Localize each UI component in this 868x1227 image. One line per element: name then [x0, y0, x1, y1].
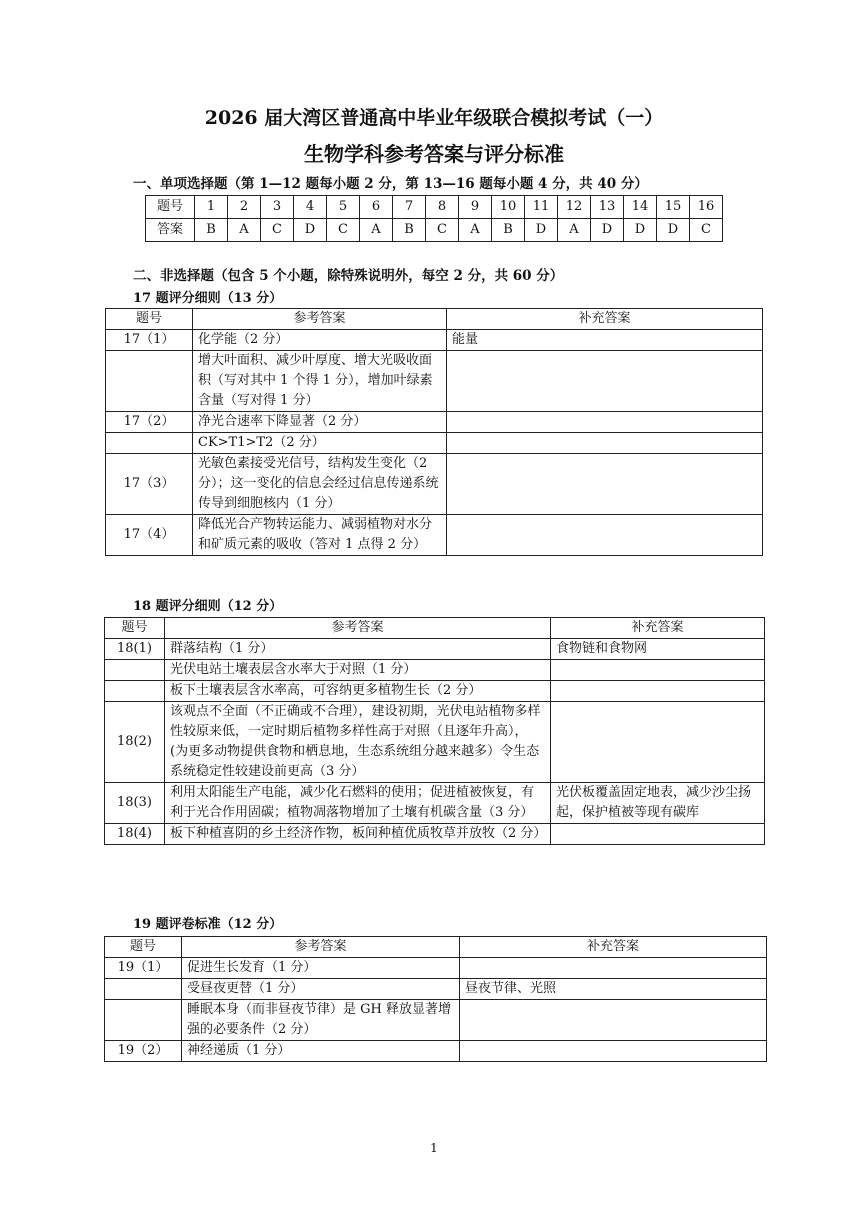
mcq-answer: B [195, 219, 228, 242]
question-number [105, 1000, 182, 1041]
mcq-answer: A [558, 219, 591, 242]
reference-answer: 该观点不全面（不正确或不合理），建设初期，光伏电站植物多样性较原来低，一定时期后植物多样性高于对照（且逐年升高），(为更多动物提供食物和栖息地，生态系统组分越来越多）令生态系统稳定性较建设前更高（3 分） [165, 702, 551, 783]
mcq-number: 10 [492, 196, 525, 219]
table-row [105, 958, 767, 979]
table-row [106, 454, 763, 515]
column-header-extra: 补充答案 [460, 937, 767, 958]
reference-answer: CK>T1>T2（2 分） [193, 433, 447, 454]
mcq-answer: A [360, 219, 393, 242]
table-row [106, 351, 763, 412]
table-header-row [105, 937, 767, 958]
table-header-row [106, 309, 763, 330]
reference-answer: 光伏电站土壤表层含水率大于对照（1 分） [165, 660, 551, 681]
supplementary-answer [447, 454, 763, 515]
column-header-number: 题号 [105, 937, 182, 958]
column-header-number: 题号 [106, 309, 193, 330]
supplementary-answer: 昼夜节律、光照 [460, 979, 767, 1000]
reference-answer: 板下种植喜阴的乡土经济作物，板间种植优质牧草并放牧（2 分） [165, 824, 551, 845]
mcq-number: 4 [294, 196, 327, 219]
mcq-number: 1 [195, 196, 228, 219]
supplementary-answer [551, 702, 765, 783]
mcq-answer: A [459, 219, 492, 242]
table-row [105, 681, 765, 702]
reference-answer: 促进生长发育（1 分） [182, 958, 460, 979]
reference-answer: 化学能（2 分） [193, 330, 447, 351]
q17-table [105, 308, 763, 556]
question-number [105, 660, 165, 681]
mcq-number: 9 [459, 196, 492, 219]
column-header-number: 题号 [105, 618, 165, 639]
mcq-answer: D [657, 219, 690, 242]
supplementary-answer [447, 515, 763, 556]
mcq-answer: A [228, 219, 261, 242]
mcq-row-label: 答案 [146, 219, 195, 242]
question-number: 19（1） [105, 958, 182, 979]
question-number: 17（3） [106, 454, 193, 515]
reference-answer: 利用太阳能生产电能，减少化石燃料的使用；促进植被恢复，有利于光合作用固碳；植物凋落物增加了土壤有机碳含量（3 分） [165, 783, 551, 824]
mcq-answer: D [525, 219, 558, 242]
mcq-number: 7 [393, 196, 426, 219]
mcq-answer: B [393, 219, 426, 242]
question-number: 18(1) [105, 639, 165, 660]
reference-answer: 光敏色素接受光信号，结构发生变化（2 分）；这一变化的信息会经过信息传递系统传导到细胞核内（1 分） [193, 454, 447, 515]
document-subtitle: 生物学科参考答案与评分标准 [304, 142, 564, 166]
mcq-answer: D [294, 219, 327, 242]
table-row [106, 412, 763, 433]
mcq-answer: C [261, 219, 294, 242]
mcq-number-row [146, 196, 723, 219]
mcq-number: 12 [558, 196, 591, 219]
supplementary-answer: 食物链和食物网 [551, 639, 765, 660]
supplementary-answer [551, 660, 765, 681]
table-row [105, 660, 765, 681]
mcq-number: 3 [261, 196, 294, 219]
question-number: 17（2） [106, 412, 193, 433]
supplementary-answer [460, 958, 767, 979]
reference-answer: 净光合速率下降显著（2 分） [193, 412, 447, 433]
mcq-number: 6 [360, 196, 393, 219]
reference-answer: 降低光合产物转运能力、减弱植物对水分和矿质元素的吸收（答对 1 点得 2 分） [193, 515, 447, 556]
supplementary-answer [460, 1041, 767, 1062]
supplementary-answer: 光伏板覆盖固定地表，减少沙尘扬起，保护植被等现有碳库 [551, 783, 765, 824]
table-row [106, 330, 763, 351]
mcq-number: 2 [228, 196, 261, 219]
supplementary-answer [460, 1000, 767, 1041]
q19-heading: 19 题评卷标准（12 分） [133, 917, 283, 932]
mcq-answer: B [492, 219, 525, 242]
table-row [106, 433, 763, 454]
table-row [105, 1000, 767, 1041]
supplementary-answer [551, 681, 765, 702]
mcq-number: 8 [426, 196, 459, 219]
mcq-answer-table [145, 195, 723, 242]
q17-heading: 17 题评分细则（13 分） [133, 291, 283, 306]
table-row [105, 783, 765, 824]
mcq-number: 14 [624, 196, 657, 219]
mcq-answer-row [146, 219, 723, 242]
section1-heading: 一、单项选择题（第 1—12 题每小题 2 分，第 13—16 题每小题 4 分，共 40 分） [133, 176, 648, 192]
mcq-number: 16 [690, 196, 723, 219]
mcq-number: 13 [591, 196, 624, 219]
supplementary-answer [447, 412, 763, 433]
q18-table [104, 617, 765, 845]
question-number: 17（1） [106, 330, 193, 351]
mcq-answer: D [591, 219, 624, 242]
mcq-answer: C [426, 219, 459, 242]
question-number: 17（4） [106, 515, 193, 556]
question-number: 18(4) [105, 824, 165, 845]
mcq-answer: C [690, 219, 723, 242]
section2-heading: 二、非选择题（包含 5 个小题，除特殊说明外，每空 2 分，共 60 分） [133, 268, 564, 284]
question-number [106, 433, 193, 454]
mcq-number: 15 [657, 196, 690, 219]
supplementary-answer [551, 824, 765, 845]
q18-heading: 18 题评分细则（12 分） [133, 599, 283, 614]
table-row [105, 639, 765, 660]
reference-answer: 板下土壤表层含水率高，可容纳更多植物生长（2 分） [165, 681, 551, 702]
column-header-answer: 参考答案 [165, 618, 551, 639]
question-number [106, 351, 193, 412]
reference-answer: 睡眠本身（而非昼夜节律）是 GH 释放显著增强的必要条件（2 分） [182, 1000, 460, 1041]
mcq-row-label: 题号 [146, 196, 195, 219]
table-row [105, 979, 767, 1000]
column-header-answer: 参考答案 [193, 309, 447, 330]
supplementary-answer: 能量 [447, 330, 763, 351]
question-number: 18(3) [105, 783, 165, 824]
table-row [105, 824, 765, 845]
question-number [105, 681, 165, 702]
table-row [106, 515, 763, 556]
question-number: 18(2) [105, 702, 165, 783]
column-header-extra: 补充答案 [551, 618, 765, 639]
reference-answer: 受昼夜更替（1 分） [182, 979, 460, 1000]
exam-title: 2026 届大湾区普通高中毕业年级联合模拟考试（一） [204, 107, 664, 129]
column-header-extra: 补充答案 [447, 309, 763, 330]
table-header-row [105, 618, 765, 639]
reference-answer: 增大叶面积、减少叶厚度、增大光吸收面积（写对其中 1 个得 1 分），增加叶绿素含量（写对得 1 分） [193, 351, 447, 412]
question-number: 19（2） [105, 1041, 182, 1062]
mcq-number: 5 [327, 196, 360, 219]
supplementary-answer [447, 433, 763, 454]
mcq-answer: C [327, 219, 360, 242]
q19-table [104, 936, 767, 1062]
supplementary-answer [447, 351, 763, 412]
reference-answer: 神经递质（1 分） [182, 1041, 460, 1062]
table-row [105, 1041, 767, 1062]
question-number [105, 979, 182, 1000]
page-number: 1 [430, 1141, 438, 1155]
mcq-number: 11 [525, 196, 558, 219]
column-header-answer: 参考答案 [182, 937, 460, 958]
table-row [105, 702, 765, 783]
mcq-answer: D [624, 219, 657, 242]
reference-answer: 群落结构（1 分） [165, 639, 551, 660]
